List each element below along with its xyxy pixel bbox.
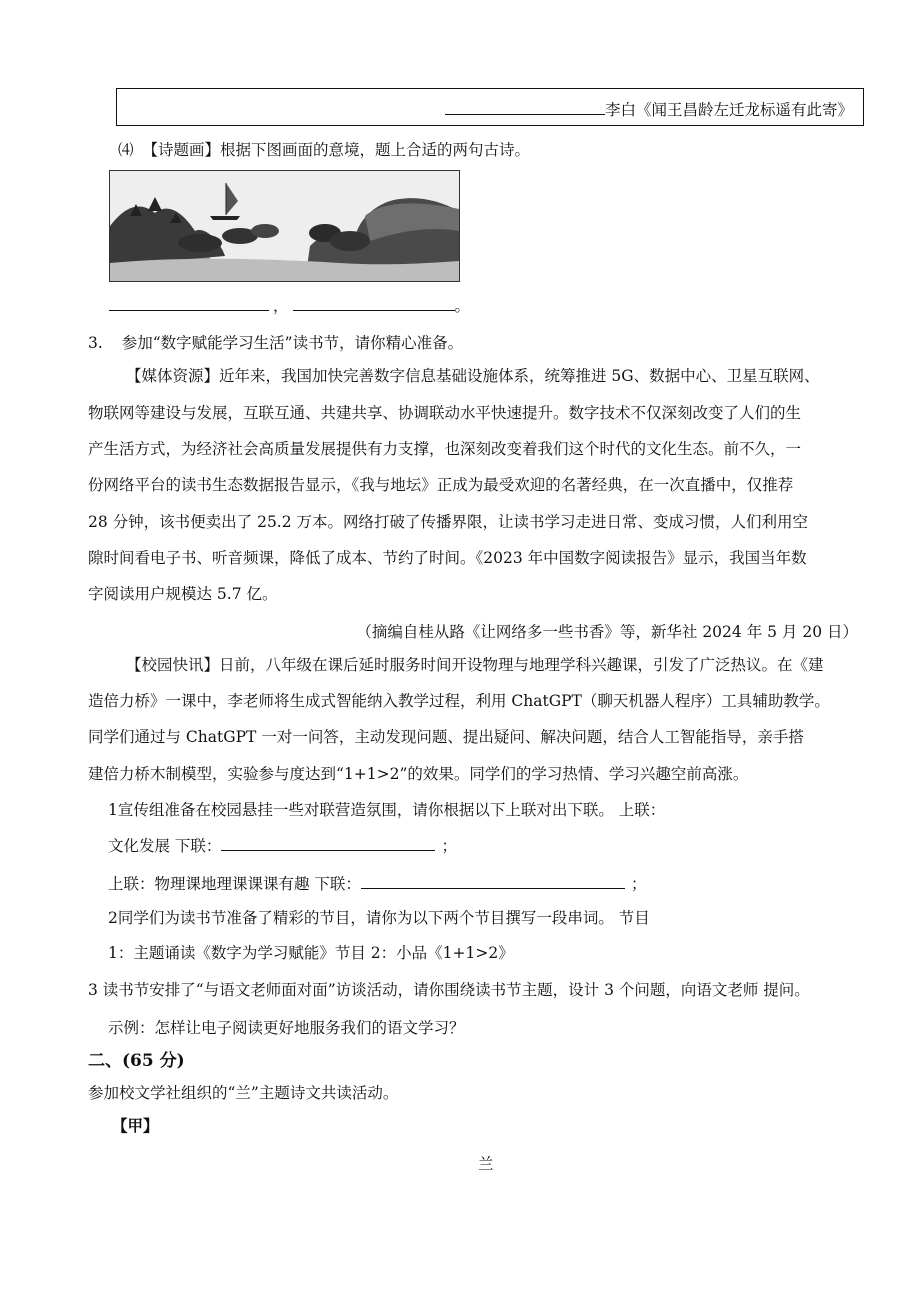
question-3-number: 3.: [88, 334, 103, 352]
comma: ，: [273, 297, 289, 315]
question-4: [118, 138, 530, 160]
couplet-2-prefix: 上联：物理课地理课课课有趣 下联：: [108, 875, 361, 893]
subquestion-3: 3 读书节安排了“与语文老师面对面”访谈活动，请你围绕读书节主题，设计 3 个问题，向语文老师 提问。: [88, 981, 810, 999]
section-heading: 二、(65 分): [88, 1051, 185, 1071]
answer-blank[interactable]: [445, 98, 605, 115]
program-list: 1：主题诵读《数字为学习赋能》节目 2：小品《1+1>2》: [108, 944, 514, 962]
media-line-7: 字阅读用户规模达 5.7 亿。: [88, 585, 278, 603]
campus-line-4: 建倍力桥木制模型，实验参与度达到“1+1>2”的效果。同学们的学习热情、学习兴趣空前高涨。: [88, 765, 749, 783]
question-3: [88, 331, 463, 353]
poem-blank-1[interactable]: [109, 294, 269, 311]
media-line-5: 28 分钟，该书便卖出了 25.2 万本。网络打破了传播界限，让读书学习走进日常、变成习惯，人们利用空: [88, 513, 809, 531]
poem-answer-line: [109, 294, 470, 316]
subquestion-2: 2同学们为读书节准备了精彩的节目，请你为以下两个节目撰写一段串词。 节目: [108, 909, 650, 927]
couplet-1-prefix: 文化发展 下联：: [108, 837, 222, 855]
media-line-2: 物联网等建设与发展，互联互通、共建共享、协调联动水平快速提升。数字技术不仅深刻改变了人们的生: [88, 404, 802, 422]
poem-source: 李白《闻王昌龄左迁龙标遥有此寄》: [604, 101, 853, 119]
campus-line-2: 造倍力桥》一课中，李老师将生成式智能纳入教学过程，利用 ChatGPT（聊天机器人程序）工具辅助教学。: [88, 692, 830, 710]
question-3-title: 参加“数字赋能学习生活”读书节，请你精心准备。: [121, 334, 464, 352]
example-question: 示例：怎样让电子阅读更好地服务我们的语文学习？: [108, 1019, 465, 1037]
campus-line-1: 【校园快讯】日前，八年级在课后延时服务时间开设物理与地理学科兴趣课，引发了广泛热议。在《建: [126, 656, 824, 674]
section-label: 【甲】: [112, 1116, 159, 1135]
media-line-3: 产生活方式，为经济社会高质量发展提供有力支撑，也深刻改变着我们这个时代的文化生态。前不久，一: [88, 440, 802, 458]
media-line-1: 【媒体资源】近年来，我国加快完善数字信息基础设施体系，统筹推进 5G、数据中心、卫星互联网、: [126, 367, 820, 385]
answer-box: [116, 88, 864, 126]
couplet-2: [108, 872, 646, 894]
subquestion-1: 1宣传组准备在校园悬挂一些对联营造氛围，请你根据以下上联对出下联。 上联：: [108, 801, 666, 819]
couplet-1-blank[interactable]: [221, 834, 435, 851]
landscape-painting-illustration: [110, 171, 459, 281]
poem-title: 兰: [478, 1155, 494, 1173]
poem-blank-2[interactable]: [293, 294, 455, 311]
semicolon: ；: [630, 875, 647, 893]
landscape-painting: [109, 170, 460, 282]
period: 。: [454, 297, 471, 315]
article-source: （摘编自桂从路《让网络多一些书香》等，新华社 2024 年 5 月 20 日）: [356, 623, 858, 641]
couplet-2-blank[interactable]: [361, 872, 625, 889]
section-intro: 参加校文学社组织的“兰”主题诗文共读活动。: [88, 1084, 399, 1102]
campus-line-3: 同学们通过与 ChatGPT 一对一问答，主动发现问题、提出疑问、解决问题，结合人工智能指导，亲手搭: [88, 728, 804, 746]
media-line-4: 份网络平台的读书生态数据报告显示，《我与地坛》正成为最受欢迎的名著经典，在一次直播中，仅推荐: [88, 476, 794, 494]
question-4-text: 【诗题画】根据下图画面的意境，题上合适的两句古诗。: [142, 141, 530, 159]
couplet-1: [108, 834, 457, 856]
semicolon: ；: [441, 837, 457, 855]
question-4-number: ⑷: [118, 141, 134, 159]
media-line-6: 隙时间看电子书、听音频课，降低了成本、节约了时间。《2023 年中国数字阅读报告》显示，我国当年数: [88, 549, 807, 567]
